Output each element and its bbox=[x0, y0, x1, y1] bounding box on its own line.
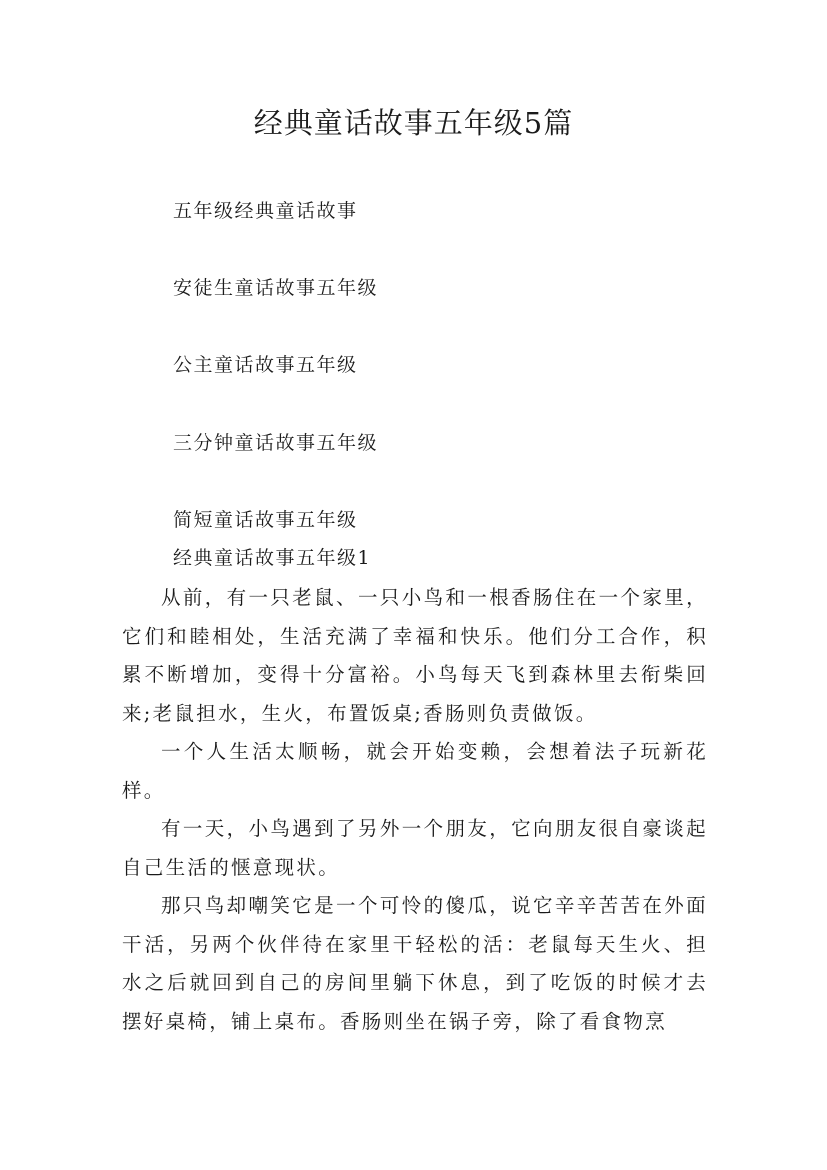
toc-item: 简短童话故事五年级 bbox=[173, 509, 358, 531]
toc-item: 三分钟童话故事五年级 bbox=[173, 432, 379, 454]
paragraph: 一个人生活太顺畅，就会开始变赖，会想着法子玩新花样。 bbox=[122, 740, 708, 802]
toc-item: 五年级经典童话故事 bbox=[173, 200, 358, 222]
paragraph: 有一天，小鸟遇到了另外一个朋友，它向朋友很自豪谈起自己生活的惬意现状。 bbox=[122, 817, 708, 879]
body-text bbox=[122, 579, 708, 1041]
toc-item: 公主童话故事五年级 bbox=[173, 354, 358, 376]
section-heading: 经典童话故事五年级1 bbox=[173, 547, 372, 569]
paragraph: 从前，有一只老鼠、一只小鸟和一根香肠住在一个家里，它们和睦相处，生活充满了幸福和快乐。他们分工合作，积累不断增加，变得十分富裕。小鸟每天飞到森林里去衔柴回来;老鼠担水，生火，布置饭桌;香肠则负责做饭。 bbox=[122, 586, 708, 725]
document-title: 经典童话故事五年级5篇 bbox=[253, 106, 574, 140]
paragraph: 那只鸟却嘲笑它是一个可怜的傻瓜，说它辛辛苦苦在外面干活，另两个伙伴待在家里干轻松的活：老鼠每天生火、担水之后就回到自己的房间里躺下休息，到了吃饭的时候才去摆好桌椅，铺上桌布。香肠则坐在锅子旁，除了看食物烹 bbox=[122, 894, 708, 1033]
toc-item: 安徒生童话故事五年级 bbox=[173, 277, 379, 299]
